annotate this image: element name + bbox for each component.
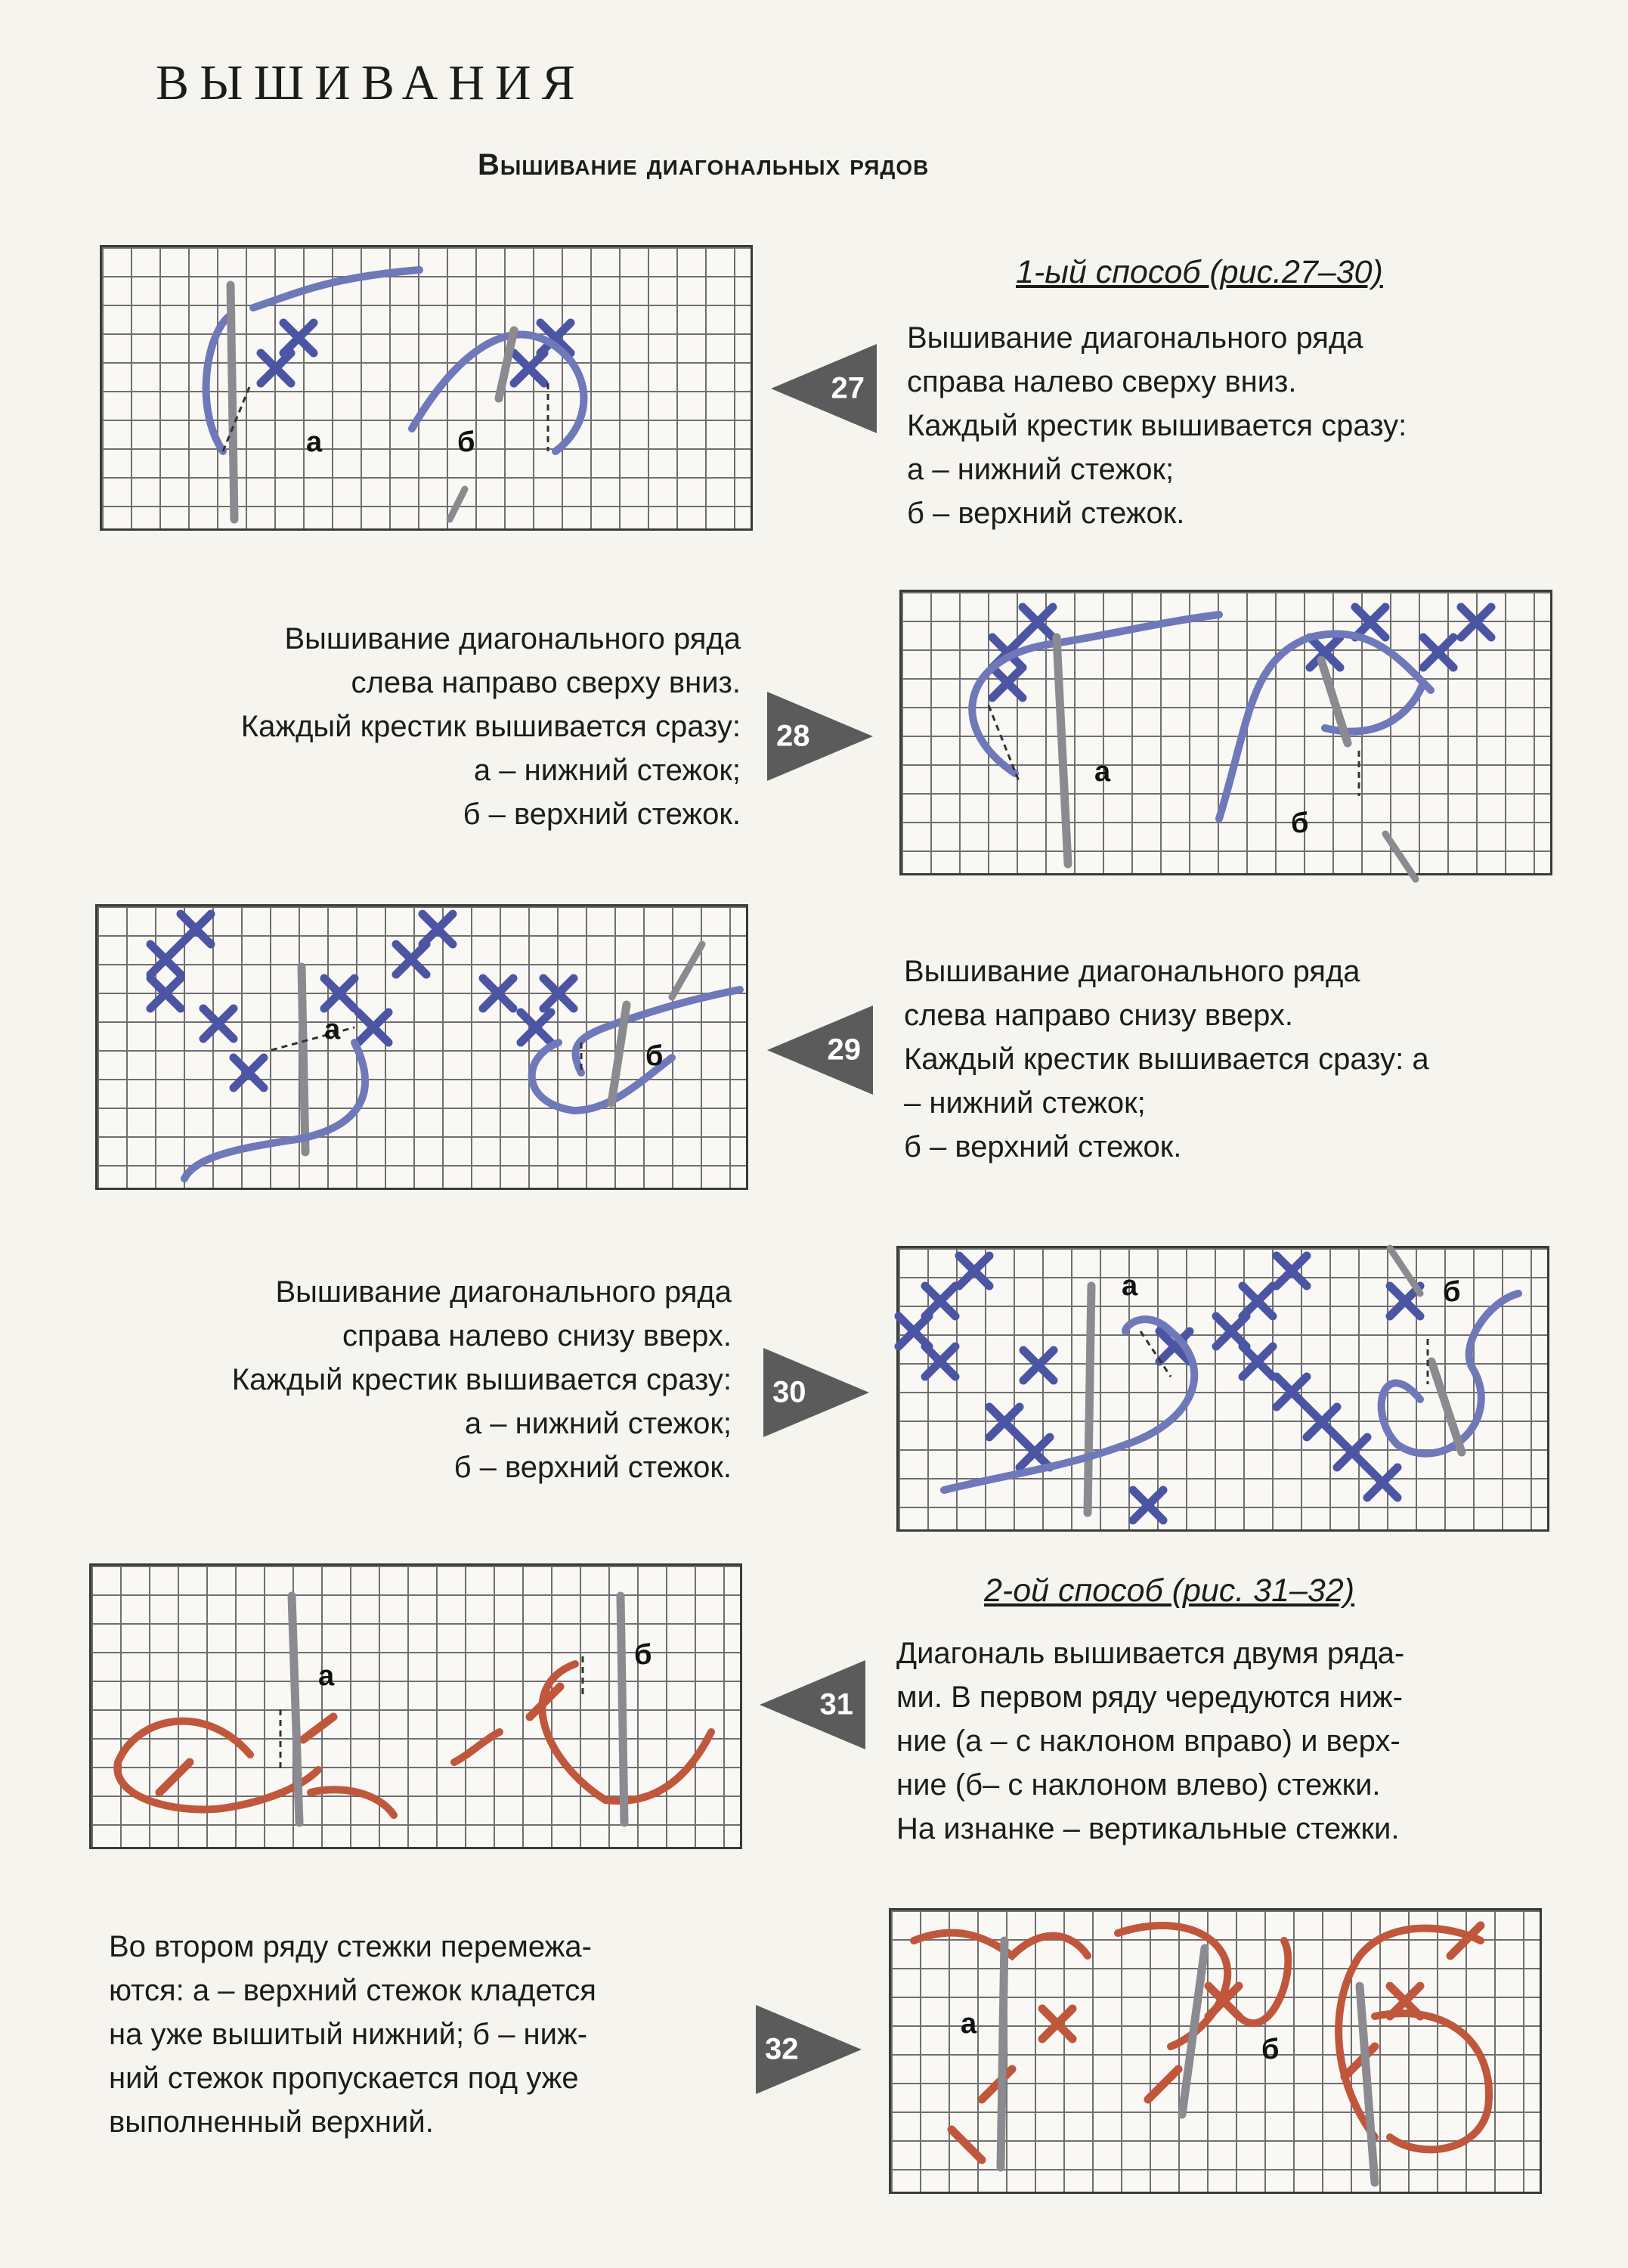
label-a: а (961, 2008, 977, 2040)
caption-line: Вышивание диагонального ряда (284, 622, 741, 655)
caption-line: а – нижний стежок; (907, 453, 1175, 486)
caption-line: ются: а – верхний стежок кладется (109, 1974, 596, 2007)
figure-30-diagram (896, 1246, 1549, 1532)
label-a: а (306, 426, 323, 458)
figure-28-number: 28 (776, 719, 810, 753)
thread (253, 270, 419, 308)
label-a: а (1122, 1270, 1138, 1302)
page-subtitle: Вышивание диагональных рядов (478, 148, 930, 181)
figure-30-caption (232, 1270, 732, 1489)
caption-line: слева направо сверху вниз. (351, 666, 741, 699)
caption-line: ние (б– с наклоном влево) стежки. (896, 1768, 1381, 1802)
caption-line: Каждый крестик вышивается сразу: (231, 1363, 732, 1396)
needle (231, 285, 234, 519)
thread (206, 315, 231, 451)
caption-line: Диагональ вышивается двумя ряда- (896, 1637, 1405, 1670)
method2-heading: 2-ой способ (рис. 31–32) (984, 1572, 1355, 1609)
figure-29-diagram (95, 904, 748, 1190)
caption-line: Каждый крестик вышивается сразу: (907, 409, 1407, 442)
figure-27-caption (907, 316, 1407, 535)
label-a: а (1094, 756, 1111, 788)
label-b: б (1291, 807, 1309, 839)
caption-line: Вышивание диагонального ряда (275, 1275, 732, 1309)
caption-line: Вышивание диагонального ряда (907, 321, 1363, 355)
label-a: а (318, 1660, 335, 1692)
figure-30-number-badge (763, 1348, 869, 1437)
figure-29-svg (97, 906, 746, 1188)
figure-32-number-badge (756, 2005, 862, 2094)
figure-32-caption (109, 1925, 596, 2144)
caption-line: б – верхний стежок. (907, 497, 1185, 530)
figure-29-number: 29 (827, 1033, 861, 1067)
figure-31-diagram (89, 1563, 742, 1849)
caption-line: б – верхний стежок. (904, 1130, 1182, 1163)
figure-32-number: 32 (765, 2032, 799, 2066)
figure-27-number: 27 (831, 371, 865, 405)
label-b: б (634, 1639, 652, 1671)
figure-29-caption (904, 950, 1429, 1169)
caption-line: а – нижний стежок; (473, 754, 741, 787)
caption-line: Вышивание диагонального ряда (904, 955, 1360, 988)
label-b: б (1443, 1276, 1461, 1308)
figure-28-svg (902, 592, 1550, 873)
figure-31-svg (91, 1566, 740, 1847)
label-b: б (457, 426, 475, 458)
figure-31-number-badge (760, 1660, 865, 1749)
caption-line: на уже вышитый нижний; б – ниж- (109, 2018, 588, 2051)
caption-line: б – верхний стежок. (453, 1451, 732, 1484)
figure-27-diagram (100, 245, 753, 531)
caption-line: б – верхний стежок. (463, 798, 741, 831)
figure-31-number: 31 (819, 1687, 853, 1721)
caption-line: выполненный верхний. (109, 2105, 434, 2139)
figure-27-svg (102, 247, 751, 528)
label-b: б (1261, 2034, 1280, 2065)
caption-line: ний стежок пропускается под уже (109, 2062, 579, 2095)
caption-line: – нижний стежок; (904, 1086, 1146, 1120)
caption-line: справа налево снизу вверх. (342, 1319, 732, 1352)
figure-30-number: 30 (772, 1375, 806, 1409)
caption-line: ми. В первом ряду чередуются ниж- (896, 1681, 1403, 1714)
figure-30-svg (899, 1248, 1547, 1529)
figure-31-caption (896, 1631, 1404, 1851)
method1-heading: 1-ый способ (рис.27–30) (1016, 254, 1383, 290)
label-a: а (324, 1014, 341, 1046)
figure-28-diagram (899, 590, 1552, 875)
figure-28-caption (241, 617, 741, 836)
figure-29-number-badge (767, 1005, 873, 1095)
caption-line: На изнанке – вертикальные стежки. (896, 1812, 1400, 1845)
caption-line: Во втором ряду стежки перемежа- (109, 1930, 592, 1963)
caption-line: Каждый крестик вышивается сразу: а (904, 1043, 1429, 1076)
caption-line: слева направо снизу вверх. (904, 999, 1294, 1032)
section-title: ВЫШИВАНИЯ (156, 55, 586, 110)
caption-line: Каждый крестик вышивается сразу: (240, 710, 741, 743)
figure-27-number-badge (771, 344, 877, 433)
figure-32-svg (891, 1910, 1540, 2192)
label-b: б (645, 1040, 664, 1072)
caption-line: ние (а – с наклоном вправо) и верх- (896, 1724, 1401, 1758)
caption-line: а – нижний стежок; (464, 1407, 732, 1440)
figure-32-diagram (889, 1908, 1542, 2194)
figure-28-number-badge (767, 692, 873, 781)
caption-line: справа налево сверху вниз. (907, 365, 1297, 398)
